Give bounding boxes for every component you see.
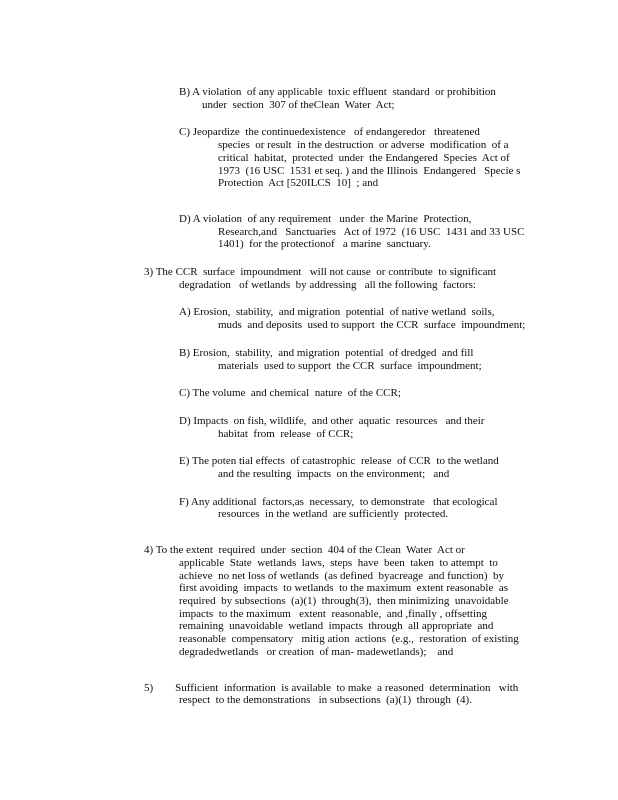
text-line: respect to the demonstrations in subsections (a)(1) through (4).: [179, 694, 472, 707]
list-item-C: [144, 126, 584, 190]
list-item-3F: [144, 496, 584, 521]
list-item-3A: [144, 306, 584, 331]
list-item-3B: [144, 347, 584, 372]
list-item-4: [144, 544, 584, 658]
list-item-B: [144, 86, 584, 111]
text-line: D) A violation of any requirement under the Marine Protection,: [179, 212, 472, 225]
text-line: resources in the wetland are sufficiently protected.: [218, 508, 449, 521]
list-item-3E: [144, 455, 584, 480]
text-line: C) Jeopardize the continuedexistence of endangeredor threatened: [179, 126, 480, 139]
text-line: 4) To the extent required under section 404 of the Clean Water Act or: [144, 544, 465, 557]
text-line: impacts to the maximum extent reasonable, and ,finally , offsetting: [179, 607, 488, 620]
text-line: degradedwetlands or creation of man- madewetlands); and: [179, 645, 454, 658]
text-line: muds and deposits used to support the CCR surface impoundment;: [218, 319, 526, 332]
text-line: remaining unavoidable wetland impacts through all appropriate and: [179, 620, 494, 633]
text-line: D) Impacts on fish, wildlife, and other aquatic resources and their: [179, 414, 485, 427]
text-line: critical habitat, protected under the Endangered Species Act of: [218, 151, 510, 164]
text-line: species or result in the destruction or adverse modification of a: [218, 139, 509, 152]
text-line: applicable State wetlands laws, steps have been taken to attempt to: [179, 556, 498, 569]
list-item-3: [144, 266, 584, 291]
text-line: degradation of wetlands by addressing all the following factors:: [179, 278, 476, 291]
text-line: and the resulting impacts on the environment; and: [218, 468, 450, 481]
text-line: B) Erosion, stability, and migration potential of dredged and fill: [179, 346, 474, 359]
text-line: F) Any additional factors,as necessary, to demonstrate that ecological: [179, 495, 498, 508]
text-line: Protection Act [520ILCS 10] ; and: [218, 177, 379, 190]
text-line: E) The poten tial effects of catastrophic release of CCR to the wetland: [179, 455, 499, 468]
text-line: Research,and Sanctuaries Act of 1972 (16 USC 1431 and 33 USC: [218, 225, 525, 238]
list-item-5: [144, 682, 584, 707]
text-line: first avoiding impacts to wetlands to the maximum extent reasonable as: [179, 582, 509, 595]
text-line: 1401) for the protectionof a marine sanctuary.: [218, 238, 431, 251]
text-line: materials used to support the CCR surface impoundment;: [218, 359, 482, 372]
text-line: A) Erosion, stability, and migration potential of native wetland soils,: [179, 306, 495, 319]
text-line: reasonable compensatory mitig ation actions (e.g., restoration of existing: [179, 633, 519, 646]
text-line: habitat from release of CCR;: [218, 427, 354, 440]
text-line: required by subsections (a)(1) through(3), then minimizing unavoidable: [179, 594, 509, 607]
text-line: 1973 (16 USC 1531 et seq. ) and the Illinois Endangered Specie s: [218, 164, 521, 177]
text-line: under section 307 of theClean Water Act;: [202, 98, 395, 111]
text-line: B) A violation of any applicable toxic effluent standard or prohibition: [179, 86, 496, 98]
text-line: 5) Sufficient information is available to make a reasoned determination with: [144, 681, 519, 694]
text-line: 3) The CCR surface impoundment will not cause or contribute to significant: [144, 266, 497, 279]
text-line: achieve no net loss of wetlands (as defined byacreage and function) by: [179, 569, 504, 582]
document-body: [144, 86, 584, 707]
list-item-3D: [144, 415, 584, 440]
list-item-D: [144, 213, 584, 251]
list-item-3C: [144, 387, 584, 400]
text-line: C) The volume and chemical nature of the CCR;: [179, 387, 401, 400]
